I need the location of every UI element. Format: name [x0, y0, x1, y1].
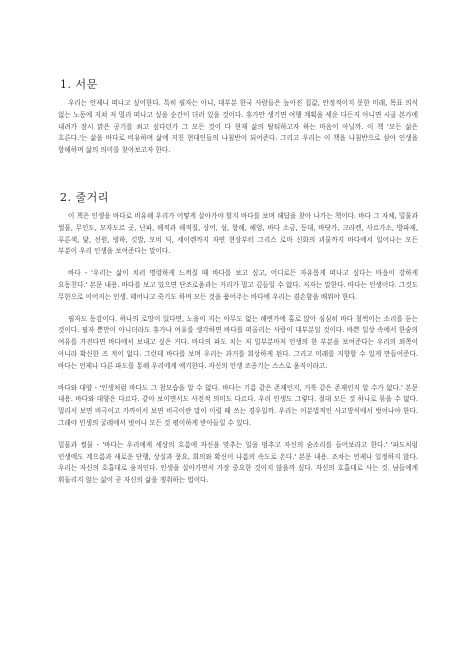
paragraph: 바다 - '우리는 삶이 치러 명령하게 느껴질 때 바다를 보고 싶고, 어디로든 자유롭게 떠나고 싶다는 마음이 강하게 요동친다.' 본문 내용. 바다를 보고 있으면 단조로움과는 거리가 멀고 깊들일 수 없다. 저자는 말한다. 바다는 인생이다. 그것도 무한으로 이어지는 인생. 태어나고 죽기도 하며 모든 것을 품어주는 바다에 우리는 겸손함을 배워야 한다. — [58, 269, 418, 301]
paragraph: 우리는 언제나 떠나고 싶어한다. 특히 필자는 아니, 대부분 한국 사람들은 높아진 집값, 안정적이지 못한 미래, 목표 의식 없는 노동에 지쳐 저 멀리 떠나고 싶을 순간이 더러 있을 것이다. 휴가만 생기면 여행 계획을 세운 다든지 아니면 시골 본가에 내려가 잠시 맑은 공기를 쐬고 싶다던가 그 모든 것이 다 현재 삶의 탈티하고자 하는 마음이 아닐까. 이 책 '모든 삶은 흐른다.'는 삶을 바다로 비유하며 삶에 지친 현대인들의 나침반이 되어준다. 그리고 우리는 이 책을 나침반으로 삼아 인생을 항해하며 삶의 의미를 찾아보고자 한다. — [58, 99, 418, 155]
paragraph: 바다와 대양 - '인생처럼 바다도 그 참모습을 알 수 없다. 바다는 기름 같은 존재인지, 거룩 같은 존재인지 알 수가 없다.' 본문 내용. 바다와 대양은 다르다. 같아 보이면서도 사전적 의미도 다르다. 우리 인생도 그렇다. 절대 모든 것 하나로 묶을 수 없다. 멀리서 보면 비극이고 가까이서 보면 비극이란 말이 이럴 때 쓰는 경우일까. 우리는 이분법적인 사고방식에서 벗어나야 한다. 그래야 인생의 굴레에서 벗어나 모든 것 평이하게 받아들일 수 있다. — [58, 383, 418, 427]
paragraph: 밀물과 썰물 - '바다는 우리에게 세상의 흐름에 자신을 맞추는 일을 멈추고 자신의 숨소리를 들어보라고 한다.' '파도처럼 인생에도 계으름과 새로운 단행, 상실과 풍요, 회의와 확신이 나름의 속도로 온다.' 본문 내용. 조차는 언제나 일정하지 않다. 우리는 자신의 호흡대로 움직인다. 인생을 살아가면서 가장 중요한 것이지 않을까 싶다. 자신의 호흡대로 사는 것. 남들에게 휘둘리지 않는 삶이 곧 자신의 삶을 쟁취하는 법이다. — [58, 440, 418, 485]
section-introduction — [58, 76, 418, 157]
section-heading: 2. 줄거리 — [60, 190, 109, 204]
section-summary — [58, 189, 418, 487]
paragraph: 필자도 동감이다. 하나의 로망이 있다면, 노을이 지는 아무도 없는 해변가에 홀로 앉아 심심히 바다 철썩이는 소리를 듣는 것이다. 필자 뿐만이 아니더라도 휴가나 여유를 생각하면 바다를 떠올리는 사람이 대부분일 것이다. 바쁜 일상 속에서 한숨의 여유를 가진다면 바다에서 보내고 싶은 거다. 바다의 파도 치는 저 일부분마저 인생의 한 부분을 보여준다는 우리의 외쪽이 아니라 확신한 즈 적이 없다. 그런데 바다를 보며 우리는 과거를 회상하게 된다. 그리고 미래를 지향할 수 있게 만들어준다. 바다는 언제나 다른 파도를 통해 우리에게 얘기한다. 자신의 인생 조종기는 스스로 움직이라고. — [58, 314, 418, 370]
section-heading: 1. 서문 — [60, 78, 98, 91]
paragraph: 이 책은 인생을 바다로 비유해 우리가 어떻게 살아가야 할지 바다를 보며 해답을 찾아 나가는 책이다. 바다 그 자체, 밀물과 썰물, 무인도, 모자도르 곳, 난파, 해적과 해적질, 상어, 섬, 항해, 헤엄, 바다 소금, 등대, 바닷가, 크라켄, 사르가소, 방파제, 푸른색, 닻, 선원, 빙하, 깃발, 모비 딕, 세이렌까지 자연 현상부터 그리스 로마 신화의 괴물까지 바다에서 일어나는 모든 부분이 우리 인생을 보여준다는 말이다. — [58, 211, 418, 256]
